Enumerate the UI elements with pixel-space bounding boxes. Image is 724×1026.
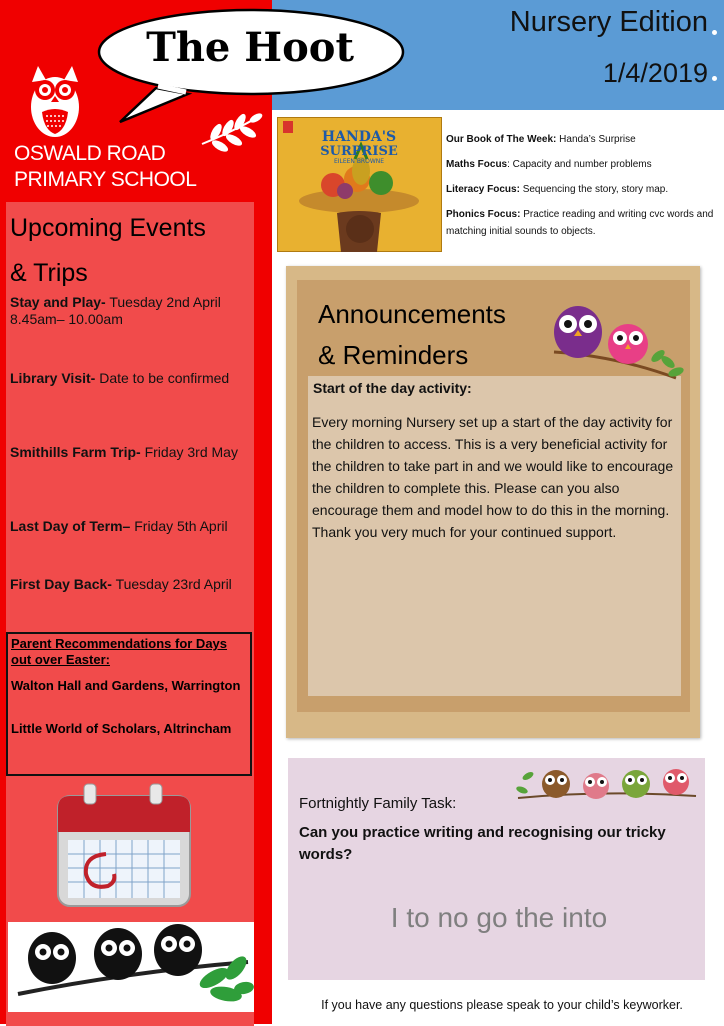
owl-logo-icon [20,62,90,142]
book-cover-image [277,117,442,252]
book-cover-author: EILEEN BROWNE [333,158,385,165]
literacy-focus-line: Literacy Focus: Sequencing the story, story map. [446,184,669,195]
school-name-line-2: PRIMARY SCHOOL [14,168,197,191]
book-cover-title-1: HANDA'S [321,129,397,145]
phonics-focus-line: Phonics Focus: Practice reading and writing cvc words and matching initial sounds to objects. [446,209,714,237]
announcements-title: Announcements [318,299,506,329]
school-name-line-1: OSWALD ROAD [14,142,166,165]
event-item: Smithills Farm Trip- Friday 3rd May [10,444,238,460]
owls-icon [546,300,684,384]
event-item: Last Day of Term– Friday 5th April [10,518,228,534]
family-task-question: Can you practice writing and recognising our tricky words? [299,824,666,863]
family-task-heading: Fortnightly Family Task: [299,795,457,812]
header-dot [712,76,717,81]
book-cover-title-2: SURPRISE [320,144,398,159]
recommendation-item: Walton Hall and Gardens, Warrington [11,678,241,693]
book-of-week-line: Our Book of The Week: Handa’s Surprise [446,134,636,145]
owls-on-branch-icon [516,766,698,806]
events-title: Upcoming Events & Trips [10,214,206,287]
tricky-words: I to no go the into [390,902,608,933]
event-item: First Day Back- Tuesday 23rd April [10,576,232,592]
newsletter-title: The Hoot [146,24,354,71]
owls-on-branch-icon [8,922,254,1012]
calendar-icon [54,782,194,910]
edition-title: Nursery Edition [509,6,708,38]
announcement-subtitle: Start of the day activity: [313,380,472,396]
maths-focus-line: Maths Focus: Capacity and number problems [446,159,652,170]
header-dot [712,30,717,35]
event-item: Stay and Play- Tuesday 2nd April 8.45am– 10.00am [10,294,221,327]
event-item: Library Visit- Date to be confirmed [10,370,230,386]
announcement-body: Every morning Nursery set up a start of the day activity for the children to access. This is a very beneficial activity for the children to take part in and we would like to encourage the children to complete this. Please can you also encourage them and model how to do this in the morning. Thank you very much for your continued support. [312,414,674,540]
recommendation-item: Little World of Scholars, Altrincham [11,721,232,736]
footer-note: If you have any questions please speak to your child’s keyworker. [321,998,683,1012]
recommendations-title: Parent Recommendations for Days out over Easter: [11,636,228,667]
reminders-title: & Reminders [318,340,469,370]
edition-date: 1/4/2019 [602,58,708,88]
